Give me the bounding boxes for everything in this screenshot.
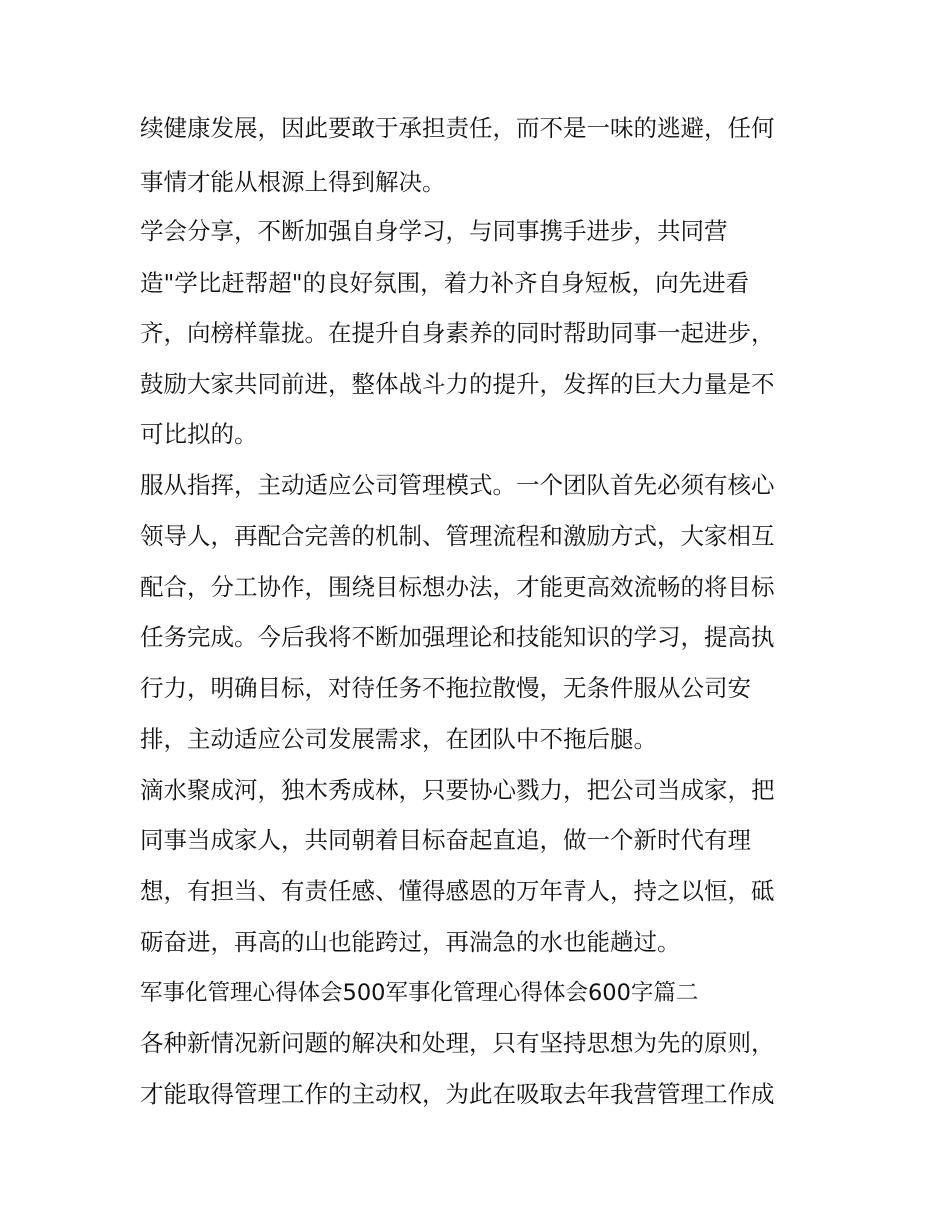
text-line: 砺奋进，再高的山也能跨过，再湍急的水也能趟过。 (140, 928, 681, 956)
text-line: 各种新情况新问题的解决和处理，只有坚持思想为先的原则， (140, 1029, 775, 1057)
text-line: 排，主动适应公司发展需求，在团队中不拖后腿。 (140, 725, 657, 753)
text-line: 学会分享，不断加强自身学习，与同事携手进步，共同营 (140, 217, 728, 245)
text-line: 才能取得管理工作的主动权，为此在吸取去年我营管理工作成 (140, 1080, 775, 1108)
text-line: 造"学比赶帮超"的良好氛围，着力补齐自身短板，向先进看 (140, 269, 750, 297)
text-line: 想，有担当、有责任感、懂得感恩的万年青人，持之以恒，砥 (140, 877, 775, 905)
text-line: 滴水聚成河，独木秀成林，只要协心戮力，把公司当成家，把 (140, 776, 775, 804)
section-heading: 军事化管理心得体会500军事化管理心得体会600字篇二 (140, 980, 699, 1006)
text-line: 可比拟的。 (140, 420, 258, 448)
text-line: 任务完成。今后我将不断加强理论和技能知识的学习，提高执 (140, 623, 775, 651)
text-line: 同事当成家人，共同朝着目标奋起直追，做一个新时代有理 (140, 826, 751, 854)
text-line: 服从指挥，主动适应公司管理模式。一个团队首先必须有核心 (140, 471, 775, 499)
text-line: 行力，明确目标，对待任务不拖拉散慢，无条件服从公司安 (140, 674, 751, 702)
text-line: 事情才能从根源上得到解决。 (140, 168, 446, 196)
text-line: 鼓励大家共同前进，整体战斗力的提升，发挥的巨大力量是不 (140, 370, 775, 398)
text-line: 配合，分工协作，围绕目标想办法，才能更高效流畅的将目标 (140, 573, 775, 601)
text-line: 齐，向榜样靠拢。在提升自身素养的同时帮助同事一起进步， (140, 319, 775, 347)
text-line: 续健康发展，因此要敢于承担责任，而不是一味的逃避，任何 (140, 114, 775, 142)
text-line: 领导人，再配合完善的机制、管理流程和激励方式，大家相互 (140, 522, 775, 550)
